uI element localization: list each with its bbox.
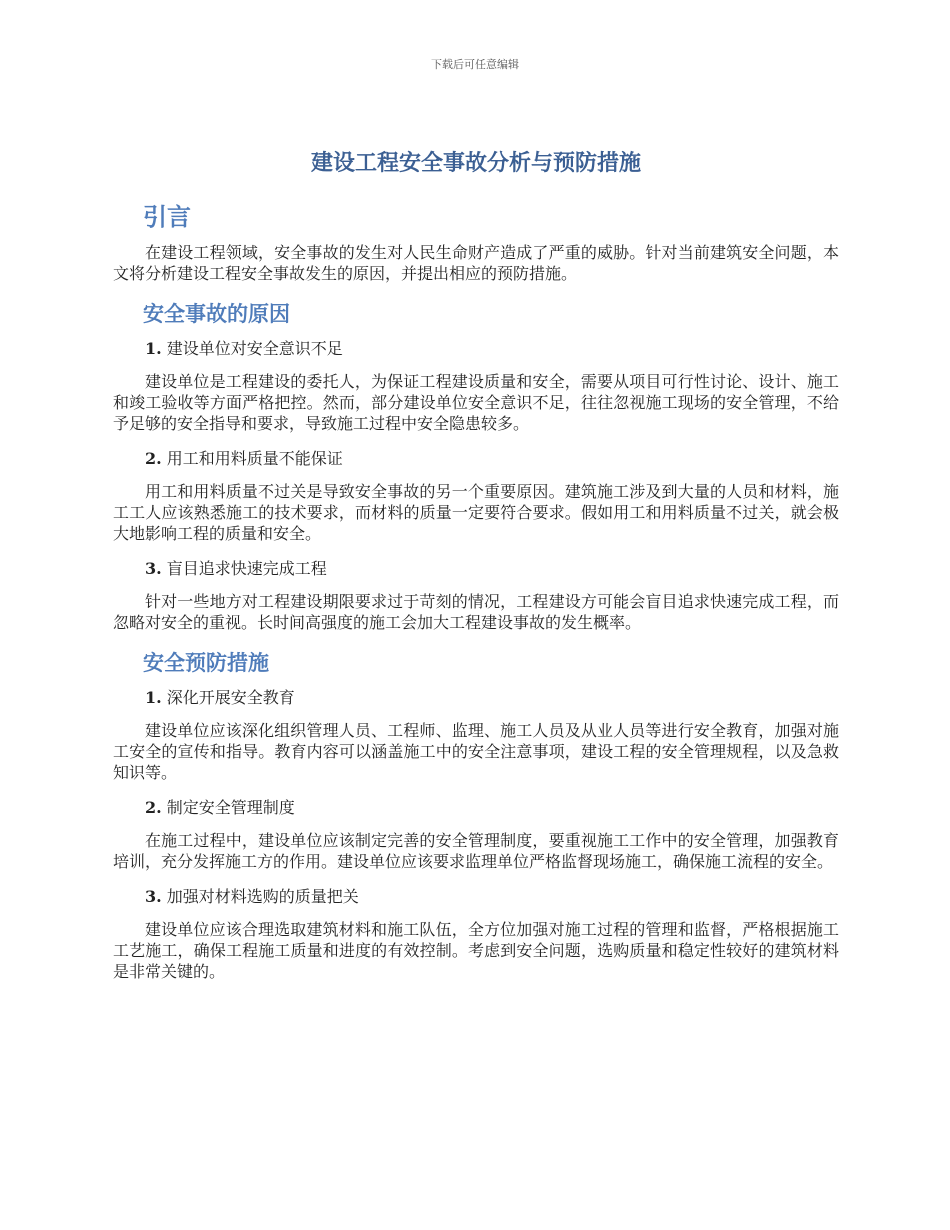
intro-paragraph: 在建设工程领域，安全事故的发生对人民生命财产造成了严重的威胁。针对当前建筑安全问题，本文将分析建设工程安全事故发生的原因，并提出相应的预防措施。 [113,243,839,283]
cause-item-1-number: 1. [145,339,162,358]
measure-item-2-number: 2. [145,798,162,817]
cause-item-3-paragraph: 针对一些地方对工程建设期限要求过于苛刻的情况，工程建设方可能会盲目追求快速完成工程，而忽略对安全的重视。长时间高强度的施工会加大工程建设事故的发生概率。 [113,592,839,632]
measure-item-3-number: 3. [145,887,162,906]
measure-item-3-title: 加强对材料选购的质量把关 [166,887,359,906]
measure-item-1-heading [145,687,839,708]
cause-item-3-heading [145,558,839,579]
document-title: 建设工程安全事故分析与预防措施 [310,151,641,176]
measure-item-2-heading [145,797,839,818]
measure-item-2-paragraph: 在施工过程中，建设单位应该制定完善的安全管理制度，要重视施工工作中的安全管理，加强教育培训，充分发挥施工方的作用。建设单位应该要求监理单位严格监督现场施工，确保施工流程的安全。 [113,831,839,871]
cause-item-2-title: 用工和用料质量不能保证 [166,449,343,468]
cause-item-3-number: 3. [145,559,162,578]
measure-item-3-heading [145,886,839,907]
cause-item-3-title: 盲目追求快速完成工程 [166,559,327,578]
cause-item-2-paragraph: 用工和用料质量不过关是导致安全事故的另一个重要原因。建筑施工涉及到大量的人员和材料，施工工人应该熟悉施工的技术要求，而材料的质量一定要符合要求。假如用工和用料质量不过关，就会极大地影响工程的质量和安全。 [113,482,839,543]
header-note: 下载后可任意编辑 [431,58,519,71]
cause-item-1-paragraph: 建设单位是工程建设的委托人，为保证工程建设质量和安全，需要从项目可行性讨论、设计、施工和竣工验收等方面严格把控。然而，部分建设单位安全意识不足，往往忽视施工现场的安全管理，不给予足够的安全指导和要求，导致施工过程中安全隐患较多。 [113,372,839,433]
causes-heading: 安全事故的原因 [143,302,290,326]
cause-item-1-title: 建设单位对安全意识不足 [166,339,343,358]
cause-item-1-heading [145,338,839,359]
measure-item-1-number: 1. [145,688,162,707]
cause-item-2-number: 2. [145,449,162,468]
measure-item-3-paragraph: 建设单位应该合理选取建筑材料和施工队伍，全方位加强对施工过程的管理和监督，严格根据施工工艺施工，确保工程施工质量和进度的有效控制。考虑到安全问题，选购质量和稳定性较好的建筑材料是非常关键的。 [113,920,839,981]
measure-item-2-title: 制定安全管理制度 [166,798,295,817]
document-body [113,148,839,996]
measure-item-1-title: 深化开展安全教育 [166,688,295,707]
measures-heading: 安全预防措施 [143,651,269,675]
intro-heading: 引言 [143,203,191,231]
measure-item-1-paragraph: 建设单位应该深化组织管理人员、工程师、监理、施工人员及从业人员等进行安全教育，加强对施工安全的宣传和指导。教育内容可以涵盖施工中的安全注意事项，建设工程的安全管理规程，以及急救知识等。 [113,721,839,782]
cause-item-2-heading [145,448,839,469]
